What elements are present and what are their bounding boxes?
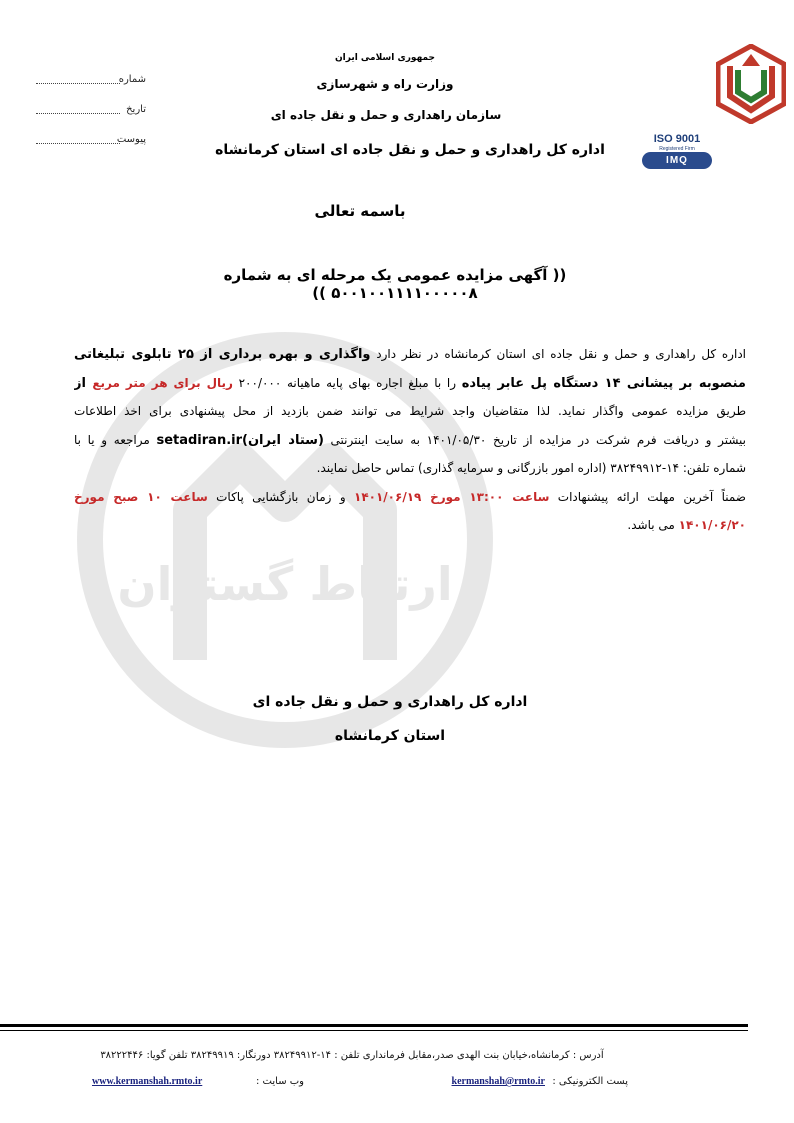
date-field bbox=[36, 104, 146, 118]
iso-9001-badge bbox=[636, 133, 718, 173]
date-label: تاریخ bbox=[126, 104, 146, 115]
footer-rule-thick bbox=[0, 1024, 748, 1027]
body-line-7: ۱۴۰۱/۰۶/۲۰ می باشد. bbox=[627, 518, 746, 532]
number-label: شماره bbox=[118, 74, 146, 85]
body-line-2: منصوبه بر پیشانی ۱۴ دستگاه پل عابر پیاده را با مبلغ اجاره بهای پایه ماهیانه ۲۰۰/۰۰۰ ریال برای هر متر مربع از bbox=[74, 375, 746, 391]
invocation: باسمه تعالی bbox=[314, 202, 406, 220]
deadline: ساعت ۱۳:۰۰ مورخ ۱۴۰۱/۰۶/۱۹ bbox=[354, 489, 550, 504]
iso-registered: Registered Firm bbox=[659, 146, 695, 152]
iso-title: ISO 9001 bbox=[653, 133, 701, 145]
announcement-title: (( آگهی مزایده عمومی یک مرحله ای به شماره ۵۰۰۱۰۰۱۱۱۱۰۰۰۰۰۸ )) bbox=[223, 266, 567, 302]
opening-date: ۱۴۰۱/۰۶/۲۰ bbox=[678, 518, 746, 532]
number-field bbox=[36, 74, 146, 88]
office-label: اداره کل راهداری و حمل و نقل جاده ای استان کرمانشاه bbox=[215, 142, 605, 158]
footer-rule-thin bbox=[0, 1030, 748, 1031]
opening-time: ساعت ۱۰ صبح مورخ bbox=[74, 489, 208, 504]
body-line-5: شماره تلفن: ۱۴-۳۸۲۴۹۹۱۲ (اداره امور بازرگانی و سرمایه گذاری) تماس حاصل نمایند. bbox=[316, 461, 746, 475]
price-unit: ریال برای هر متر مربع bbox=[92, 375, 233, 390]
attachment-field bbox=[36, 134, 146, 148]
body-line-1: اداره کل راهداری و حمل و نقل جاده ای استان کرمانشاه در نظر دارد واگذاری و بهره برداری از ۲۵ تابلوی تبلیغاتی bbox=[74, 347, 746, 362]
footer-address: آدرس : کرمانشاه،خیابان بنت الهدی صدر،مقابل فرمانداری تلفن : ۱۴-۳۸۲۴۹۹۱۲ دورنگار: ۳۸۲۴۹۹۱۹ تلفن گویا: ۳۸۲۲۲۴۴۶ bbox=[100, 1050, 604, 1061]
announcement-body bbox=[74, 340, 746, 540]
website-link[interactable]: www.kermanshah.rmto.ir bbox=[92, 1076, 203, 1087]
body-line-3: طریق مزایده عمومی واگذار نماید. لذا متقاضیان واجد شرایط می توانند ضمن بازدید از محل پیشنهادی برای اخذ اطلاعات bbox=[74, 404, 746, 418]
body-line-6: ضمناً آخرین مهلت ارائه پیشنهادات ساعت ۱۳:۰۰ مورخ ۱۴۰۱/۰۶/۱۹ و زمان بازگشایی پاکات ساعت ۱۰ صبح مورخ bbox=[74, 489, 746, 504]
attachment-label: پیوست bbox=[116, 134, 146, 145]
email-label: پست الکترونیکی : bbox=[552, 1076, 628, 1087]
setad-link[interactable]: (ستاد ایران)setadiran.ir bbox=[156, 432, 324, 448]
rmto-logo-icon bbox=[716, 44, 786, 124]
body-line-4: بیشتر و دریافت فرم شرکت در مزایده از تاریخ ۱۴۰۱/۰۵/۳۰ به سایت اینترنتی (ستاد ایران)setadiran.ir مراجعه و یا با bbox=[74, 432, 746, 448]
organization-label: سازمان راهداری و حمل و نقل جاده ای bbox=[270, 108, 502, 122]
email-link[interactable]: kermanshah@rmto.ir bbox=[451, 1076, 545, 1087]
website-label: وب سایت : bbox=[256, 1076, 304, 1087]
iso-cert: IMQ bbox=[642, 152, 712, 169]
republic-label: جمهوری اسلامی ایران bbox=[334, 53, 436, 63]
signature-line-2: استان کرمانشاه bbox=[334, 728, 446, 744]
ministry-label: وزارت راه و شهرسازی bbox=[316, 77, 454, 91]
watermark-text: ارتباط گستران bbox=[117, 557, 453, 611]
signature-line-1: اداره کل راهداری و حمل و نقل جاده ای bbox=[252, 694, 528, 710]
